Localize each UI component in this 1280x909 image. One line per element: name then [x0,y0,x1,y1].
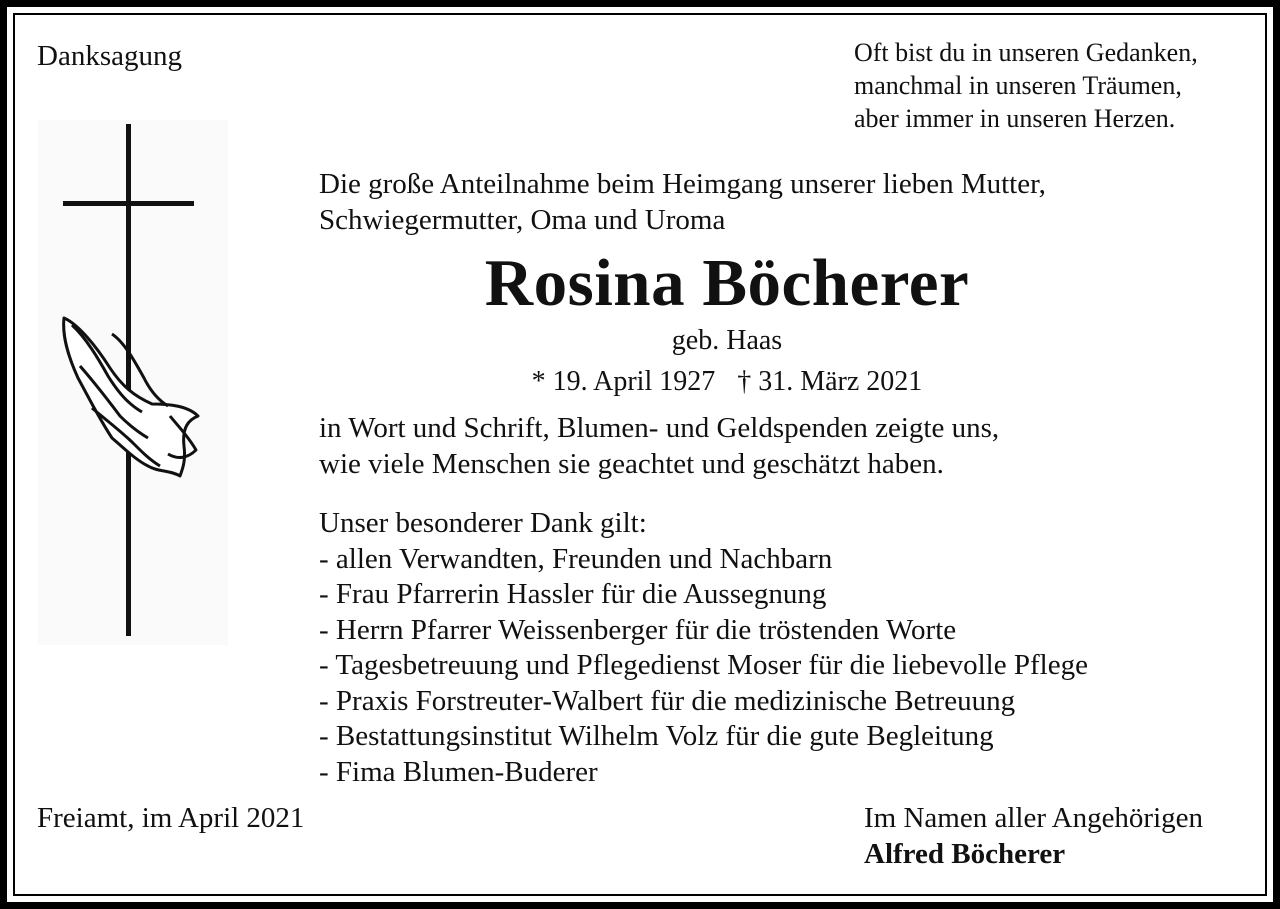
gratitude-item: - Herrn Pfarrer Weissenberger für die tröstenden Worte [319,613,957,646]
birth-name: geb. Haas [671,325,783,356]
sign-off [864,800,1203,872]
poem [854,36,1198,135]
gratitude-item: - Praxis Forstreuter-Walbert für die medizinische Betreuung [319,684,1016,717]
gratitude-heading: Unser besonderer Dank gilt: [319,507,647,539]
heading: Danksagung [37,40,182,72]
intro-text [319,166,1046,238]
deceased-name: Rosina Böcherer [484,246,970,320]
sign-off-line: Im Namen aller Angehörigen [864,802,1204,834]
intro-line: Schwiegermutter, Oma und Uroma [319,204,726,236]
thanks-line: in Wort und Schrift, Blumen- und Geldspenden zeigte uns, [319,412,1000,444]
gratitude-item: - Tagesbetreuung und Pflegedienst Moser für die liebevolle Pflege [319,649,1088,681]
birth-date: * 19. April 1927 [531,366,716,397]
gratitude-list [319,505,1088,789]
intro-line: Die große Anteilnahme beim Heimgang unserer lieben Mutter, [319,168,1046,200]
poem-line: Oft bist du in unseren Gedanken, [854,38,1198,67]
thanks-line: wie viele Menschen sie geachtet und geschätzt haben. [319,448,944,480]
gratitude-item: - Fima Blumen-Buderer [319,755,598,788]
gratitude-item: - Bestattungsinstitut Wilhelm Volz für die gute Begleitung [319,720,994,752]
gratitude-item: - Frau Pfarrerin Hassler für die Aussegnung [319,578,827,610]
death-date: † 31. März 2021 [737,366,923,397]
signer-name: Alfred Böcherer [864,838,1066,870]
life-dates [0,364,1280,400]
place-date: Freiamt, im April 2021 [37,802,305,834]
gratitude-item: - allen Verwandten, Freunden und Nachbarn [319,542,833,575]
poem-line: aber immer in unseren Herzen. [854,104,1176,133]
thanks-text [319,410,999,482]
poem-line: manchmal in unseren Träumen, [854,71,1182,100]
